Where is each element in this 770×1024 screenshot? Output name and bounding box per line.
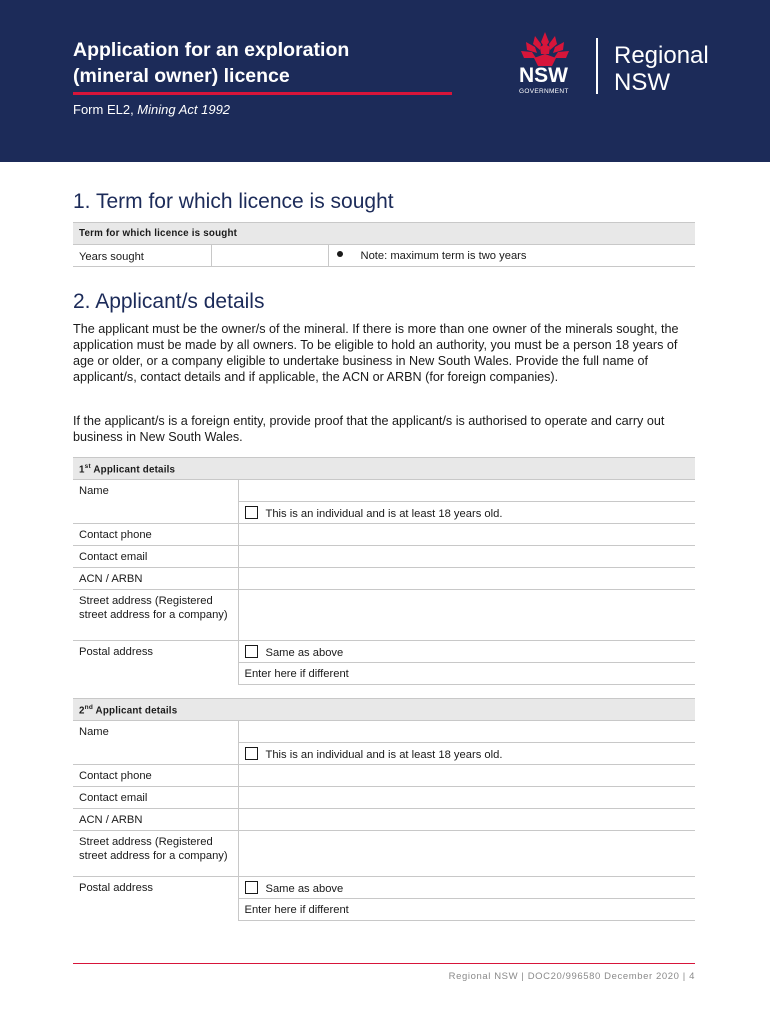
nsw-government-logo	[514, 30, 734, 100]
applicant-2-acn-row	[73, 809, 695, 831]
applicant-2-email-label: Contact email	[73, 787, 238, 809]
applicant-2-phone-row	[73, 765, 695, 787]
document-title	[73, 37, 453, 89]
page-footer: Regional NSW | DOC20/996580 December 2020 | 4	[448, 971, 695, 982]
applicant-1-postal-label: Postal address	[73, 641, 238, 685]
section-2-heading: 2. Applicant/s details	[73, 290, 265, 313]
applicant-2-header-text: Applicant details	[93, 705, 178, 717]
years-sought-row	[73, 245, 695, 267]
title-line-2: (mineral owner) licence	[73, 65, 290, 87]
applicant-1-street-row	[73, 590, 695, 641]
applicant-1-acn-label: ACN / ARBN	[73, 568, 238, 590]
page-header	[0, 0, 770, 162]
form-subtitle	[73, 102, 230, 117]
applicant-1-street-label: Street address (Registered street address for a company)	[73, 590, 238, 641]
applicant-2-header-cell	[73, 699, 695, 721]
applicant-1-phone-label: Contact phone	[73, 524, 238, 546]
applicant-1-same-label: Same as above	[265, 647, 344, 659]
term-note	[328, 245, 695, 267]
bullet-icon	[337, 251, 343, 257]
applicant-1-name-label: Name	[73, 480, 238, 524]
applicant-1-acn-row	[73, 568, 695, 590]
applicant-2-individual-checkbox[interactable]	[245, 747, 258, 760]
applicant-2-postal-row	[73, 877, 695, 899]
title-underline	[73, 92, 452, 95]
applicant-1-name-input[interactable]	[238, 480, 695, 502]
act-name: Mining Act 1992	[137, 102, 231, 117]
applicant-2-email-input[interactable]	[238, 787, 695, 809]
applicant-2-ordinal: nd	[84, 704, 93, 711]
years-sought-label: Years sought	[73, 245, 211, 267]
applicant-2-same-checkbox-cell[interactable]	[238, 877, 695, 899]
applicant-1-header-text: Applicant details	[90, 464, 176, 476]
applicant-1-individual-label: This is an individual and is at least 18 years old.	[265, 508, 503, 520]
applicant-2-table	[73, 698, 695, 921]
years-sought-input[interactable]	[211, 245, 328, 267]
applicant-2-same-checkbox[interactable]	[245, 881, 258, 894]
form-number: Form EL2,	[73, 102, 138, 117]
regional-nsw-wordmark	[614, 42, 709, 96]
applicant-2-email-row	[73, 787, 695, 809]
applicant-2-acn-input[interactable]	[238, 809, 695, 831]
applicant-2-name-row	[73, 721, 695, 743]
applicant-2-name-label: Name	[73, 721, 238, 765]
applicant-1-number: 1	[79, 464, 85, 476]
applicant-2-header	[73, 699, 695, 721]
section-1-heading: 1. Term for which licence is sought	[73, 190, 394, 213]
applicant-1-individual-checkbox[interactable]	[245, 506, 258, 519]
applicant-2-individual-checkbox-cell[interactable]	[238, 743, 695, 765]
term-table-header-cell: Term for which licence is sought	[73, 223, 695, 245]
applicant-2-postal-label: Postal address	[73, 877, 238, 921]
applicant-1-email-row	[73, 546, 695, 568]
applicant-2-individual-label: This is an individual and is at least 18 years old.	[265, 749, 503, 761]
applicant-2-number: 2	[79, 705, 85, 717]
applicant-1-name-row	[73, 480, 695, 502]
footer-rule	[73, 963, 695, 964]
applicant-1-email-input[interactable]	[238, 546, 695, 568]
applicant-2-name-input[interactable]	[238, 721, 695, 743]
waratah-icon	[518, 30, 572, 68]
applicant-1-same-checkbox[interactable]	[245, 645, 258, 658]
applicant-2-postal-input[interactable]: Enter here if different	[238, 899, 695, 921]
logo-divider	[596, 38, 598, 94]
applicant-2-acn-label: ACN / ARBN	[73, 809, 238, 831]
applicant-2-street-row	[73, 831, 695, 877]
applicant-2-phone-input[interactable]	[238, 765, 695, 787]
applicant-1-table	[73, 457, 695, 685]
regional-line-1: Regional	[614, 42, 709, 69]
applicant-1-postal-input[interactable]: Enter here if different	[238, 663, 695, 685]
applicant-eligibility-paragraph: The applicant must be the owner/s of the mineral. If there is more than one owner of the minerals sought, the application must be made by all owners. To be eligible to hold an authority, you must be a person 18 years of age or older, or a company eligible to undertake business in New South Wales. Provide the full name of applicant/s, contact details and if applicable, the ACN or ARBN (for foreign companies).	[73, 322, 679, 384]
applicant-1-postal-row	[73, 641, 695, 663]
title-line-1: Application for an exploration	[73, 39, 350, 61]
term-table	[73, 222, 695, 267]
applicant-1-phone-input[interactable]	[238, 524, 695, 546]
applicant-1-same-checkbox-cell[interactable]	[238, 641, 695, 663]
applicant-1-phone-row	[73, 524, 695, 546]
regional-line-2: NSW	[614, 69, 670, 96]
applicant-1-header	[73, 458, 695, 480]
applicant-1-acn-input[interactable]	[238, 568, 695, 590]
applicant-1-email-label: Contact email	[73, 546, 238, 568]
applicant-1-street-input[interactable]	[238, 590, 695, 641]
foreign-entity-paragraph: If the applicant/s is a foreign entity, provide proof that the applicant/s is authorised to operate and carry out business in New South Wales.	[73, 414, 665, 444]
applicant-2-same-label: Same as above	[265, 883, 344, 895]
logo-government-wordmark: GOVERNMENT	[519, 88, 569, 95]
applicant-2-street-label: Street address (Registered street address for a company)	[73, 831, 238, 877]
applicant-1-individual-checkbox-cell[interactable]	[238, 502, 695, 524]
logo-nsw-wordmark: NSW	[519, 64, 568, 87]
applicant-1-ordinal: st	[84, 463, 91, 470]
applicant-2-phone-label: Contact phone	[73, 765, 238, 787]
term-note-text: Note: maximum term is two years	[360, 250, 527, 262]
term-table-header	[73, 223, 695, 245]
applicant-2-street-input[interactable]	[238, 831, 695, 877]
applicant-1-header-cell	[73, 458, 695, 480]
